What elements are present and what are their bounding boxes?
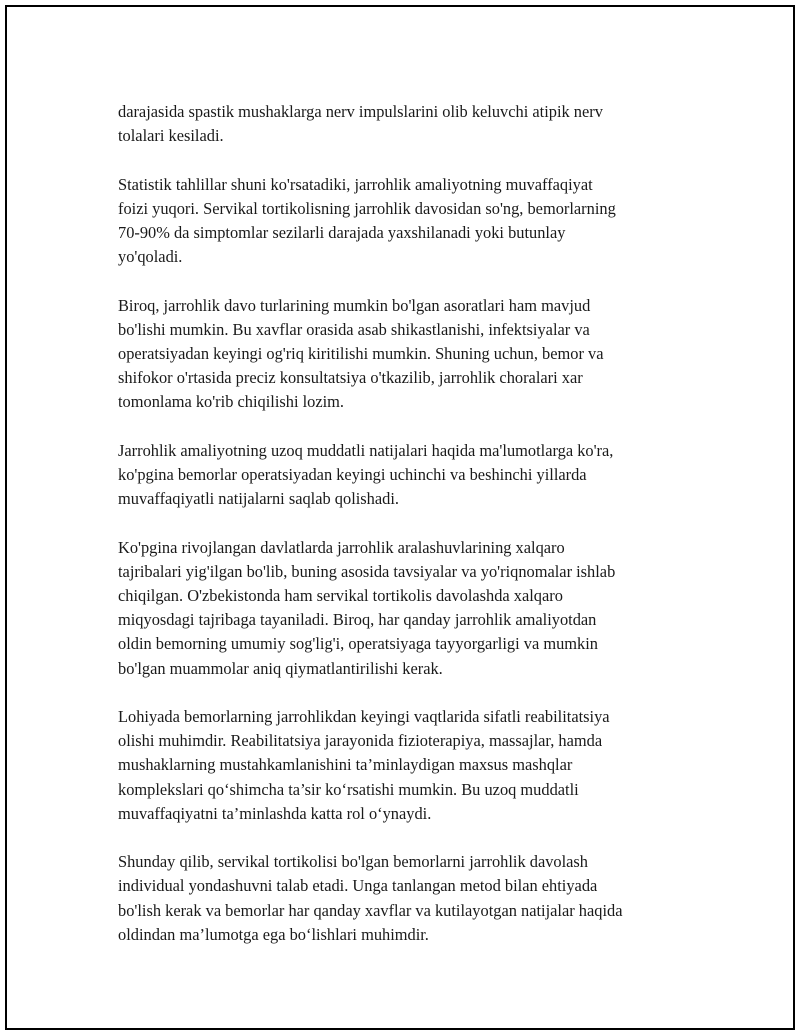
paragraph-1: darajasida spastik mushaklarga nerv impulslarini olib keluvchi atipik nerv tolalari kesiladi. — [118, 102, 603, 146]
paragraph-5: Ko'pgina rivojlangan davlatlarda jarrohlik aralashuvlarining xalqaro tajribalari yig'ilgan bo'lib, buning asosida tavsiyalar va yo'riqnomalar ishlab chiqilgan. O'zbekistonda ham servikal tortikolis davolashda xalqaro miqyosdagi tajribaga tayaniladi. Biroq, har qanday jarrohlik amaliyotdan oldin bemorning umumiy sog'lig'i, operatsiyaga tayyorgarligi va mumkin bo'lgan muammolar aniq qiymatlantirilishi kerak. — [118, 537, 616, 678]
paragraph-6: Lohiyada bemorlarning jarrohlikdan keyingi vaqtlarida sifatli reabilitatsiya olishi muhimdir. Reabilitatsiya jarayonida fizioterapiya, massajlar, hamda mushaklarning mustahkamlanishini ta’minlaydigan maxsus mashqlar komplekslari qo‘shimcha ta’sir ko‘rsatishi mumkin. Bu uzoq muddatli muvaffaqiyatni ta’minlashda katta rol o‘ynaydi. — [118, 707, 610, 823]
paragraph-3: Biroq, jarrohlik davo turlarining mumkin bo'lgan asoratlari ham mavjud bo'lishi mumkin. Bu xavflar orasida asab shikastlanishi, infektsiyalar va operatsiyadan keyingi og'riq kiritilishi mumkin. Shuning uchun, bemor va shifokor o'rtasida preciz konsultatsiya o'tkazilib, jarrohlik choralari xar tomonlama ko'rib chiqilishi lozim. — [118, 295, 604, 412]
paragraph-2: Statistik tahlillar shuni ko'rsatadiki, jarrohlik amaliyotning muvaffaqiyat foizi yuqori. Servikal tortikolisning jarrohlik davosidan so'ng, bemorlarning 70-90% da simptomlar sezilarli darajada yaxshilanadi yoki butunlay yo'qoladi. — [118, 174, 616, 267]
page-border — [5, 5, 795, 1030]
paragraph-7: Shunday qilib, servikal tortikolisi bo'lgan bemorlarni jarrohlik davolash individual yondashuvni talab etadi. Unga tanlangan metod bilan ehtiyada bo'lish kerak va bemorlar har qanday xavflar va kutilayotgan natijalar haqida oldindan ma’lumotga ega bo‘lishlari muhimdir. — [118, 852, 623, 944]
document-body — [118, 100, 708, 971]
paragraph-4: Jarrohlik amaliyotning uzoq muddatli natijalari haqida ma'lumotlarga ko'ra, ko'pgina bemorlar operatsiyadan keyingi uchinchi va beshinchi yillarda muvaffaqiyatli natijalarni saqlab qolishadi. — [118, 440, 614, 509]
